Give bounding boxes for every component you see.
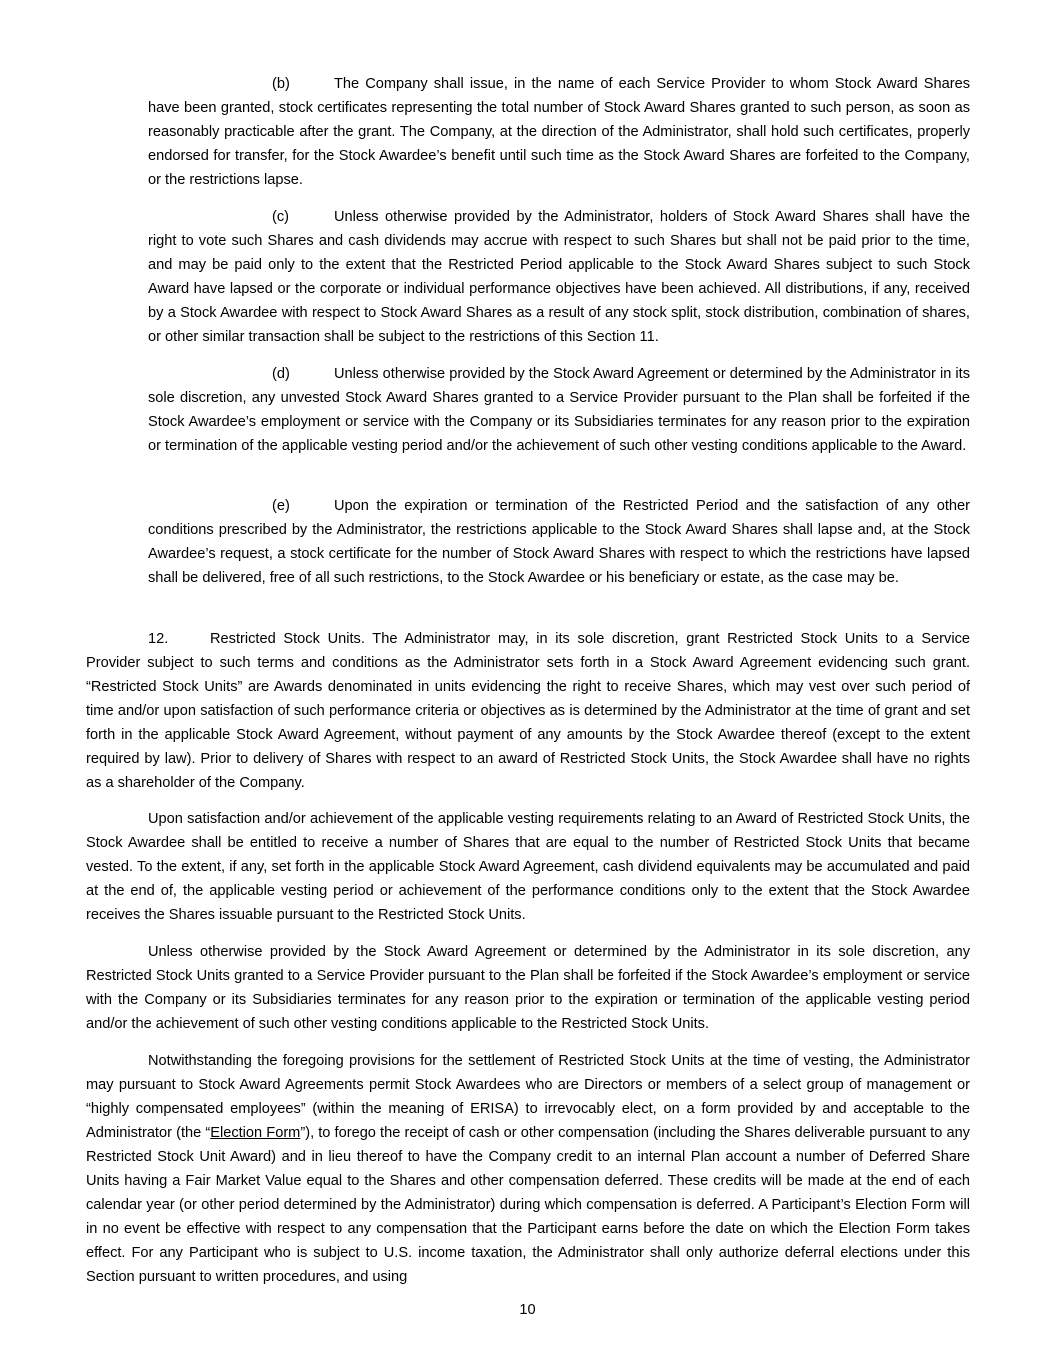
paragraph-text: Upon satisfaction and/or achievement of the applicable vesting requirements relating to an Award of Restricted Stock Units, the Stock Awardee shall be entitled to receive a number of Shares that are equal to the number of Restricted Stock Units that became vested. To the extent, if any, set forth in the applicable Stock Award Agreement, cash dividend equivalents may be accumulated and paid at the end of, the applicable vesting period or achievement of the performance conditions only to the extent that the Stock Awardee receives the Shares issuable pursuant to the Restricted Stock Units. — [86, 811, 970, 923]
paragraph-d — [148, 362, 970, 458]
paragraph-label: (c) — [272, 209, 290, 225]
paragraph-text: Unless otherwise provided by the Stock Award Agreement or determined by the Administrator in its sole discretion, any Restricted Stock Units granted to a Service Provider pursuant to the Plan shall be forfeited if the Stock Awardee’s employment or service with the Company or its Subsidiaries terminates for any reason prior to the expiration or termination of the applicable vesting period and/or the achievement of such other vesting conditions applicable to the Restricted Stock Units. — [86, 944, 970, 1032]
paragraph-text: Unless otherwise provided by the Administrator, holders of Stock Award Shares shall have the right to vote such Shares and cash dividends may accrue with respect to such Shares but shall not be paid prior to the time, and may be paid only to the extent that the Restricted Period applicable to the Stock Award Shares subject to such Stock Award have lapsed or the corporate or individual performance objectives have been achieved. All distributions, if any, received by a Stock Awardee with respect to Stock Award Shares as a result of any stock split, stock distribution, combination of shares, or other similar transaction shall be subject to the restrictions of this Section 11. — [148, 209, 970, 345]
paragraph-text-after: ”), to forego the receipt of cash or other compensation (including the Shares deliverable pursuant to any Restricted Stock Unit Award) and in lieu thereof to have the Company credit to an internal Plan account a number of Deferred Share Units having a Fair Market Value equal to the Shares and other compensation deferred. These credits will be made at the end of each calendar year (or other period determined by the Administrator) during which compensation is deferred. A Participant’s Election Form will in no event be effective with respect to any compensation that the Participant earns before the date on which the Election Form takes effect. For any Participant who is subject to U.S. income taxation, the Administrator shall only authorize deferral elections under this Section pursuant to written procedures, and using — [86, 1125, 970, 1285]
paragraph-text: The Company shall issue, in the name of each Service Provider to whom Stock Award Shares have been granted, stock certificates representing the total number of Stock Award Shares granted to such person, as soon as reasonably practicable after the grant. The Company, at the direction of the Administrator, shall hold such certificates, properly endorsed for transfer, for the Stock Awardee’s benefit until such time as the Stock Award Shares are forfeited to the Company, or the restrictions lapse. — [148, 76, 970, 188]
paragraph-vesting-settlement — [86, 807, 970, 927]
page-number: 10 — [519, 1302, 536, 1318]
paragraph-b — [148, 72, 970, 192]
paragraph-e — [148, 494, 970, 590]
paragraph-label: (d) — [272, 366, 290, 382]
paragraph-text: Upon the expiration or termination of the Restricted Period and the satisfaction of any other conditions prescribed by the Administrator, the restrictions applicable to the Stock Award Shares shall lapse and, at the Stock Awardee’s request, a stock certificate for the number of Stock Award Shares with respect to which the restrictions have lapsed shall be delivered, free of all such restrictions, to the Stock Awardee or his beneficiary or estate, as the case may be. — [148, 498, 970, 586]
election-form-term: Election Form — [210, 1125, 301, 1141]
paragraph-text-before: Notwithstanding the foregoing provisions for the settlement of Restricted Stock Units at the time of vesting, the Administrator may pursuant to Stock Award Agreements permit Stock Awardees who are Directors or members of a select group of management or “highly compensated employees” (within the meaning of ERISA) to irrevocably elect, on a form provided by and acceptable to the Administrator (the “ — [86, 1053, 970, 1141]
section-text: Restricted Stock Units. The Administrator may, in its sole discretion, grant Restricted Stock Units to a Service Provider subject to such terms and conditions as the Administrator sets forth in a Stock Award Agreement evidencing such grant. “Restricted Stock Units” are Awards denominated in units evidencing the right to receive Shares, which may vest over such period of time and/or upon satisfaction of such performance criteria or objectives as is determined by the Administrator at the time of grant and set forth in the applicable Stock Award Agreement, without payment of any amounts by the Stock Awardee thereof (except to the extent required by law). Prior to delivery of Shares with respect to an award of Restricted Stock Units, the Stock Awardee shall have no rights as a shareholder of the Company. — [86, 631, 970, 791]
paragraph-text: Unless otherwise provided by the Stock Award Agreement or determined by the Administrator in its sole discretion, any unvested Stock Award Shares granted to a Service Provider pursuant to the Plan shall be forfeited if the Stock Awardee’s employment or service with the Company or its Subsidiaries terminates for any reason prior to the expiration or termination of the applicable vesting period and/or the achievement of such other vesting conditions applicable to the Award. — [148, 366, 970, 454]
section-number: 12. — [148, 631, 169, 647]
paragraph-label: (e) — [272, 498, 290, 514]
section-12-restricted-stock-units — [86, 627, 970, 795]
paragraph-deferral-election — [86, 1049, 970, 1289]
paragraph-label: (b) — [272, 76, 290, 92]
paragraph-forfeiture — [86, 940, 970, 1036]
paragraph-c — [148, 205, 970, 349]
